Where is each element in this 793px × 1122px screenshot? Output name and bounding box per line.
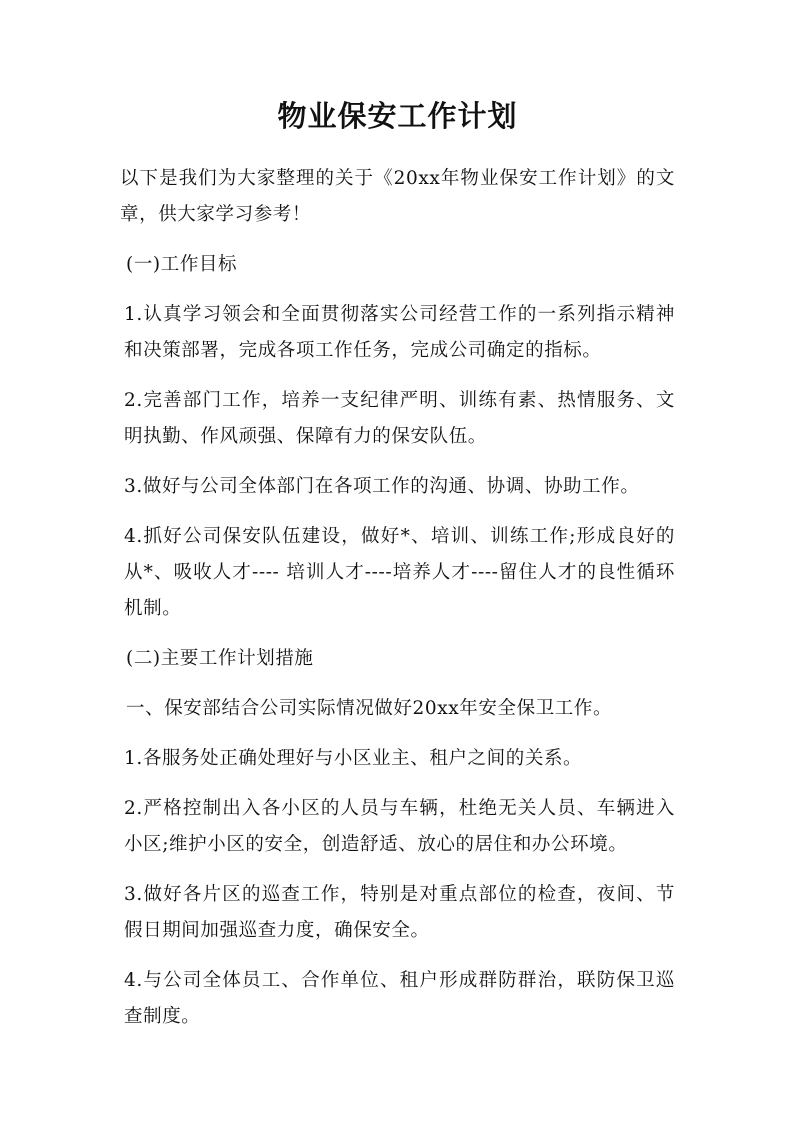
goal-item-2: 2.完善部门工作，培养一支纪律严明、训练有素、热情服务、文明执勤、作风顽强、保障有力的保安队伍。 — [124, 390, 675, 447]
measure-item-1: 1.各服务处正确处理好与小区业主、租户之间的关系。 — [124, 748, 583, 769]
measure-item-2: 2.严格控制出入各小区的人员与车辆，杜绝无关人员、车辆进入小区;维护小区的安全，创造舒适、放心的居住和办公环境。 — [124, 798, 675, 855]
goal-item-4: 4.抓好公司保安队伍建设，做好*、培训、训练工作;形成良好的从*、吸收人才---- 培训人才----培养人才----留住人才的良性循环机制。 — [124, 526, 675, 619]
measure-item-3: 3.做好各片区的巡查工作，特别是对重点部位的检查，夜间、节假日期间加强巡查力度，确保安全。 — [124, 884, 675, 941]
subsection-heading-security: 一、保安部结合公司实际情况做好20xx年安全保卫工作。 — [126, 698, 613, 719]
section-heading-goals: (一)工作目标 — [126, 254, 238, 275]
intro-paragraph: 以下是我们为大家整理的关于《20xx年物业保安工作计划》的文章，供大家学习参考！ — [120, 168, 675, 225]
document-title: 物业保安工作计划 — [277, 99, 518, 133]
measure-item-4: 4.与公司全体员工、合作单位、租户形成群防群治，联防保卫巡查制度。 — [124, 970, 675, 1027]
goal-item-1: 1.认真学习领会和全面贯彻落实公司经营工作的一系列指示精神和决策部署，完成各项工作任务，完成公司确定的指标。 — [124, 304, 675, 361]
goal-item-3: 3.做好与公司全体部门在各项工作的沟通、协调、协助工作。 — [124, 476, 640, 497]
section-heading-measures: (二)主要工作计划措施 — [126, 648, 314, 669]
